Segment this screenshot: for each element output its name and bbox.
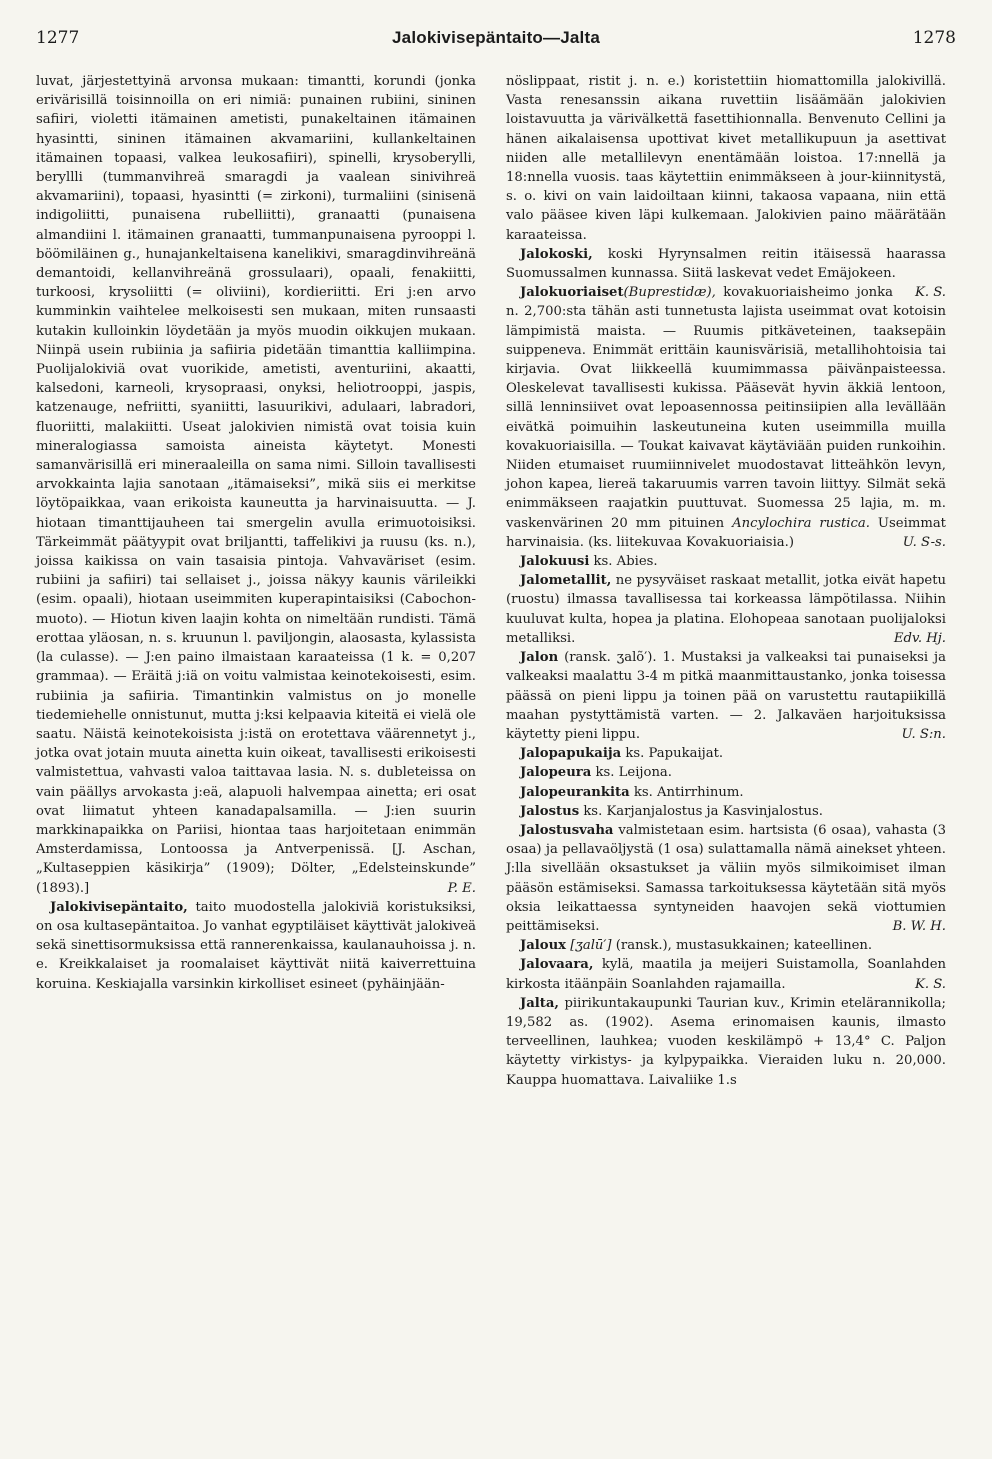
entry-jalokivet-continued xyxy=(36,72,476,898)
entry-text: taito muodostella jalokiviä koristuksiksi, on osa kultasepäntaitoa. Jo vanhat egyptiläiset käyttivät jalokiveä sekä sinettisormuksissa että rannerenkaissa, kaulanauhoissa j. n. e. Kreikkalaiset ja roomalaiset käyttivät niitä kaiverrettuina koruina. Keskiajalla varsinkin kirkolliset esineet (pyhäinjään- xyxy=(36,899,476,992)
entry-jalopeurankita xyxy=(506,783,946,802)
entry-headword: Jaloux xyxy=(520,938,567,954)
running-title: Jalokivisepäntaito—Jalta xyxy=(392,28,600,47)
entry-headword: Jalostus xyxy=(520,803,580,819)
entry-text: koski Hyrynsalmen reitin itäisessä haarassa Suomussalmen kunnassa. Siitä laskevat vedet Emäjokeen. xyxy=(506,246,946,282)
entry-text: Useimmat harvinaisia. (ks. liitekuvaa Kovakuoriaisia.) xyxy=(506,515,946,550)
entry-headword: Jalopeura xyxy=(520,765,592,781)
entry-headword: Jalokivisepäntaito, xyxy=(50,899,188,915)
entry-jalokuoriaiset xyxy=(506,283,946,552)
entry-jalovaara xyxy=(506,955,946,993)
entry-headword: Jalovaara, xyxy=(520,957,594,973)
entry-jalopapukaija xyxy=(506,744,946,763)
entry-text: valmistetaan esim. hartsista (6 osaa), vahasta (3 osaa) ja pellavaöljystä (1 osa) sulattamalla nämä ainekset yhteen. J:lla sivellään oksastukset ja väliin myös silmikoimiset ilman pääsön estämiseksi. Samassa tarkoituksessa käytetään sitä myös oksia leikattaessa syntyneiden haavojen sekä viottumien peittämiseksi. xyxy=(506,822,946,934)
entry-jalokivisepantaito xyxy=(36,898,476,994)
entry-headword: Jalokuoriaiset xyxy=(520,285,624,301)
pronunciation: [ʒalū′] xyxy=(570,938,612,954)
entry-headword: Jalokoski, xyxy=(520,246,593,262)
entry-jalokuusi xyxy=(506,552,946,571)
entry-headword: Jalta, xyxy=(520,995,560,1011)
entry-headword: Jalopapukaija xyxy=(520,746,622,762)
author-signature: K. S. xyxy=(915,285,946,301)
entry-text: kovakuoriaisheimo jonka n. 2,700:sta tähän asti tunnetusta lajista useimmat ovat kotoisin lämpimistä maista. — Ruumis pitkäveteinen, taaksepäin suippeneva. Enimmät erittäin kaunisvärisiä, metallihohtoisia tai kirjavia. Ovat liikkeellä kuumimmassa päivänpaisteessa. Oleskelevat tavallisesti kukissa. Pääsevät hyvin äkkiä lentoon, sillä lenninsiivet ovat lepoasennossa peitinsiipien alla levällään eivätkä poimuihin laskeutuneina kuten useimmilla muilla kovakuoriaisilla. — Toukat kaivavat käytäviään puiden runkoihin. Niiden etumaiset ruumiinnivelet muodostavat litteähkön levyn, johon kapea, liereä takaruumis varren tavoin liittyy. Silmät sekä enimmäkseen raajatkin puuttuvat. Suomessa 25 lajia, m. m. vaskenvärinen 20 mm pituinen xyxy=(506,285,946,531)
entry-jalta xyxy=(506,994,946,1090)
author-signature: U. S:n. xyxy=(901,726,946,742)
entry-jalostus xyxy=(506,802,946,821)
entry-headword: Jalostusvaha xyxy=(520,822,614,838)
author-signature: P. E. xyxy=(447,880,476,896)
page-number-left: 1277 xyxy=(36,28,80,48)
author-signature: B. W. H. xyxy=(892,918,946,934)
entry-text: ks. Papukaijat. xyxy=(621,746,724,762)
entry-text: ne pysyväiset raskaat metallit, jotka eivät hapetu (ruostu) ilmassa tavallisessa tai korkeassa lämpötilassa. Niihin kuuluvat kulta, hopea ja platina. Elohopeaa sanotaan puolijaloksi metalliksi. xyxy=(506,573,946,646)
entry-text: ks. Leijona. xyxy=(591,765,672,781)
entry-text: kylä, maatila ja meijeri Suistamolla, Soanlahden kirkosta itäänpäin Soanlahden rajamailla. xyxy=(506,957,946,992)
entry-headword: Jalokuusi xyxy=(520,554,590,570)
entry-text: luvat, järjestettyinä arvonsa mukaan: timantti, korundi (jonka erivärisillä toisinnoilla on eri nimiä: punainen rubiini, sininen safiiri, violetti itämainen ametisti, punakeltainen itämainen hyasintti, sininen itämainen akvamariini, kullankeltainen itämainen topaasi, valkea leukosafiiri), spinelli, krysoberylli, beryllli (tummanvihreä smaragdi ja vaalean sinivihreä akvamariini), topaasi, hyasintti (= zirkoni), turmaliini (sinisenä indigoliitti, punaisena rubelliitti), granaatti (punaisena almandiini l. itämainen granaatti, tummanpunaisena pyrooppi l. böömiläinen g., hunajankeltaisena kanelikivi, smaragdinvihreänä demantoidi, kellanvihreänä grossulaari), opaali, fenakiitti, turkoosi, krysoliitti (= oliviini), kordieriitti. Eri j:en arvo kumminkin vaihtelee melkoisesti sen mukaan, miten runsaasti kutakin kulloinkin löydetään ja myös muodin oikkujen mukaan. Niinpä usein rubiinia ja safiiria pidetään timanttia kalliimpina. Puolijalokiviä ovat vuorikide, ametisti, aventuriini, akaatti, kalsedoni, karneoli, krysopraasi, onyksi, heliotrooppi, jaspis, katzenauge, nefriitti, syaniitti, lasuurikivi, adulaari, labradori, fluoriitti, malakiitti. Useat jalokivien nimistä ovat toisia kuin mineralogiassa samoista aineista käytetyt. Monesti samanvärisillä eri mineraaleilla on sama nimi. Silloin tavallisesti arvokkainta lajia sanotaan „itämaiseksi”, mikä siis ei merkitse löytöpaikkaa, vaan erikoista kauneutta ja harvinaisuutta. — J. hiotaan timanttijauheen tai smergelin avulla erimuotoisiksi. Tärkeimmät päätyypit ovat briljantti, taffelikivi ja ruusu (ks. n.), joissa kaikissa on vain tasaisia pintoja. Vahvaväriset (esim. rubiini ja safiiri) tai sellaiset j., joissa näkyy kaunis värileikki (esim. opaali), hiotaan useimmiten kuperapintaisiksi (Cabochon-muoto). — Hiotun kiven laajin kohta on nimeltään rundisti. Tämä erottaa yläosan, n. s. kruunun l. paviljongin, alaosasta, kylassista (la culasse). — J:en paino ilmaistaan karaateissa (1 k. = 0,207 grammaa). — Eräitä j:iä on voitu valmistaa keinotekoisesti, esim. rubiinia ja safiiria. Timantinkin valmistus on jo monelle tiedemiehelle onnistunut, mutta j:ksi kelpaavia kiteitä ei vielä ole saatu. Näistä keinotekoisista j:istä on erotettava väärennetyt j., jotka ovat jotain muuta ainetta kuin oikeat, tavallisesti erikoisesti valmistettua, vahvasti valoa taittavaa lasia. N. s. dubleteissa on vain päällys arvokasta j:eä, alapuoli halvempaa ainetta; eri osat ovat liimatut yhteen kanadapalsamilla. — J:ien suurin markkinapaikka on Pariisi, hiontaa taas harjoitetaan enimmän Amsterdamissa, Lontoossa ja Antverpenissä. [J. Aschan, „Kultaseppien käsikirja” (1909); Dölter, „Edelsteinskunde” (1893).] xyxy=(36,74,476,896)
entry-jalopeura xyxy=(506,763,946,782)
entry-headword: Jalopeurankita xyxy=(520,784,630,800)
species-name: Ancylochira rustica. xyxy=(732,515,870,531)
entry-jaloux xyxy=(506,936,946,955)
author-signature: K. S. xyxy=(915,976,946,992)
author-signature: Edv. Hj. xyxy=(893,630,946,646)
entry-continued xyxy=(506,72,946,245)
author-signature: U. S-s. xyxy=(902,534,946,550)
entry-text: ks. Abies. xyxy=(589,554,658,570)
right-column xyxy=(506,72,946,1090)
entry-jalometallit xyxy=(506,571,946,648)
entry-headword: Jalometallit, xyxy=(520,573,612,589)
entry-headword: Jalon xyxy=(520,650,559,666)
entry-text: nöslippaat, ristit j. n. e.) koristettiin hiomattomilla jalokivillä. Vasta renesanssin aikana ruvettiin lisäämään jalokivien loistavuutta ja värivälkettä fasettihionnalla. Benvenuto Cellini ja hänen aikalaisensa upottivat kivet metallikupuun ja asettivat niiden alle metallilevyn enentämään loistoa. 17:nnellä ja 18:nnella vuosis. taas käytettiin enimmäkseen à jour-kiinnitystä, s. o. kivi on vain laidoiltaan kiinni, takaosa vapaana, niin että valo pääsee kiven läpi kulkemaan. Jalokivien paino määrätään karaateissa. xyxy=(506,74,946,243)
entry-jalostusvaha xyxy=(506,821,946,936)
entry-text: (ransk.), mustasukkainen; kateellinen. xyxy=(611,938,873,954)
entry-jalon xyxy=(506,648,946,744)
page-number-right: 1278 xyxy=(912,28,956,48)
left-column xyxy=(36,72,476,1090)
latin-name: (Buprestidæ), xyxy=(623,285,716,301)
entry-text: (ransk. ʒalõ′). 1. Mustaksi ja valkeaksi tai punaiseksi ja valkeaksi maalattu 3-4 m pitkä maanmittaustanko, jonka toisessa päässä on pieni lippu ja toinen pää on varustettu rautapiikillä maahan pystyttämistä varten. — 2. Jalkaväen harjoituksissa käytetty pieni lippu. xyxy=(506,650,946,742)
entry-text: ks. Antirrhinum. xyxy=(629,784,744,800)
entry-text: ks. Karjanjalostus ja Kasvinjalostus. xyxy=(579,803,823,819)
entry-text: piirikuntakaupunki Taurian kuv., Krimin etelärannikolla; 19,582 as. (1902). Asema erinomaisen kaunis, ilmasto terveellinen, lauhkea; vuoden keskilämpö + 13,4° C. Paljon käytetty virkistys- ja kylpypaikka. Vieraiden luku n. 20,000. Kauppa huomattava. Laivaliike 1.s xyxy=(506,995,946,1088)
text-columns xyxy=(36,72,956,1090)
page-header xyxy=(36,28,956,58)
